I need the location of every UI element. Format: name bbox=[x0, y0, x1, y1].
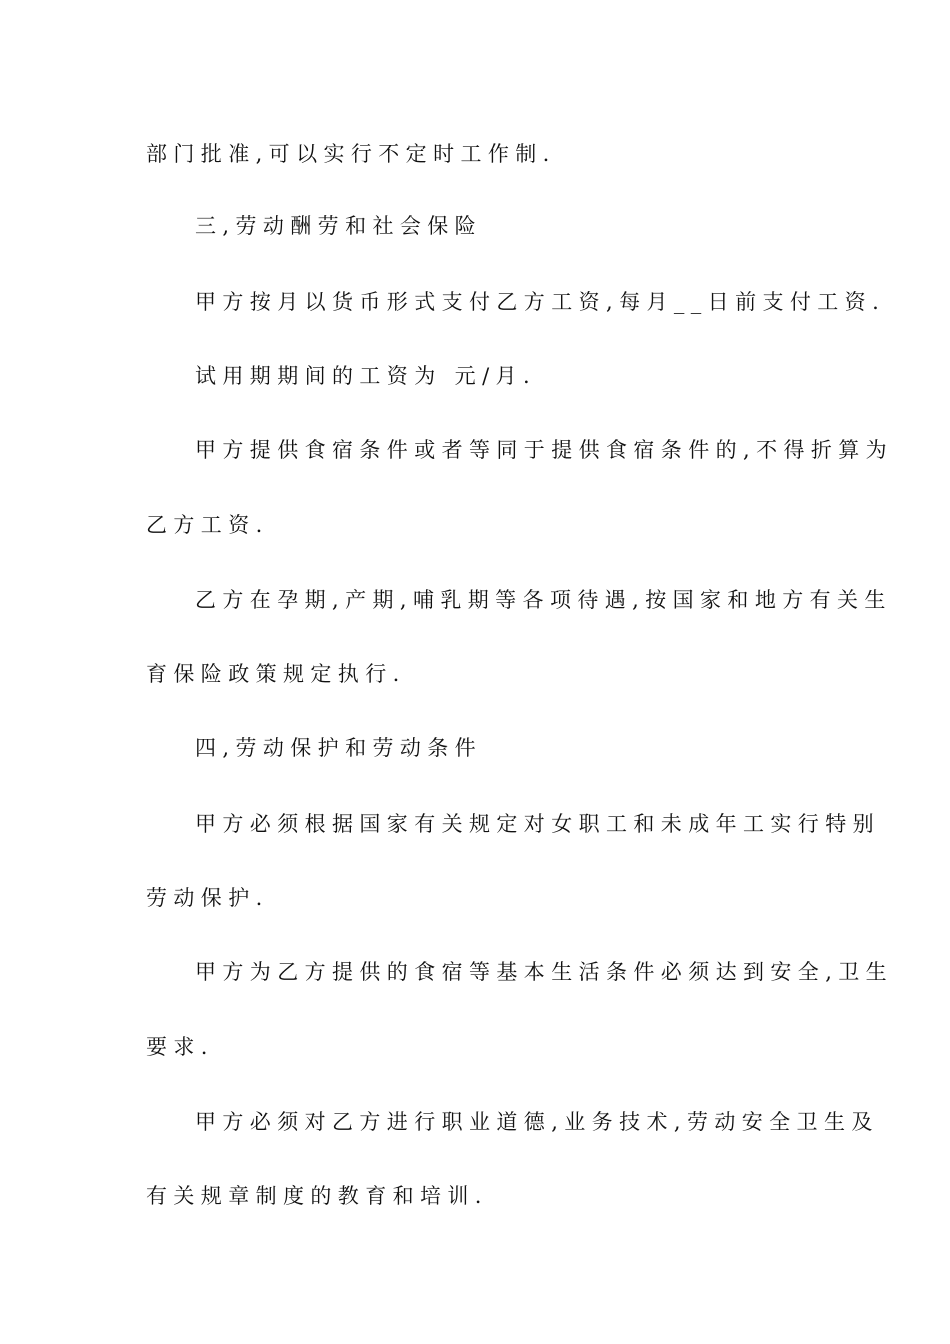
text-line: 要求. bbox=[146, 1035, 214, 1059]
text-line: 有关规章制度的教育和培训. bbox=[146, 1184, 488, 1208]
text-line: 甲方必须对乙方进行职业道德,业务技术,劳动安全卫生及 bbox=[195, 1110, 879, 1134]
text-line: 试用期期间的工资为 元/月. bbox=[195, 364, 537, 388]
text-line: 甲方提供食宿条件或者等同于提供食宿条件的,不得折算为 bbox=[195, 438, 894, 462]
text-line: 劳动保护. bbox=[146, 886, 269, 910]
text-line: 甲方为乙方提供的食宿等基本生活条件必须达到安全,卫生 bbox=[195, 960, 894, 984]
text-line: 育保险政策规定执行. bbox=[146, 662, 406, 686]
text-line: 乙方在孕期,产期,哺乳期等各项待遇,按国家和地方有关生 bbox=[195, 588, 892, 612]
text-line: 甲方必须根据国家有关规定对女职工和未成年工实行特别 bbox=[195, 812, 880, 836]
section-heading: 四,劳动保护和劳动条件 bbox=[195, 736, 483, 760]
text-line: 甲方按月以货币形式支付乙方工资,每月__日前支付工资. bbox=[195, 290, 886, 314]
section-heading: 三,劳动酬劳和社会保险 bbox=[195, 214, 483, 238]
text-line: 部门批准,可以实行不定时工作制. bbox=[146, 142, 556, 166]
text-line: 乙方工资. bbox=[146, 513, 269, 537]
